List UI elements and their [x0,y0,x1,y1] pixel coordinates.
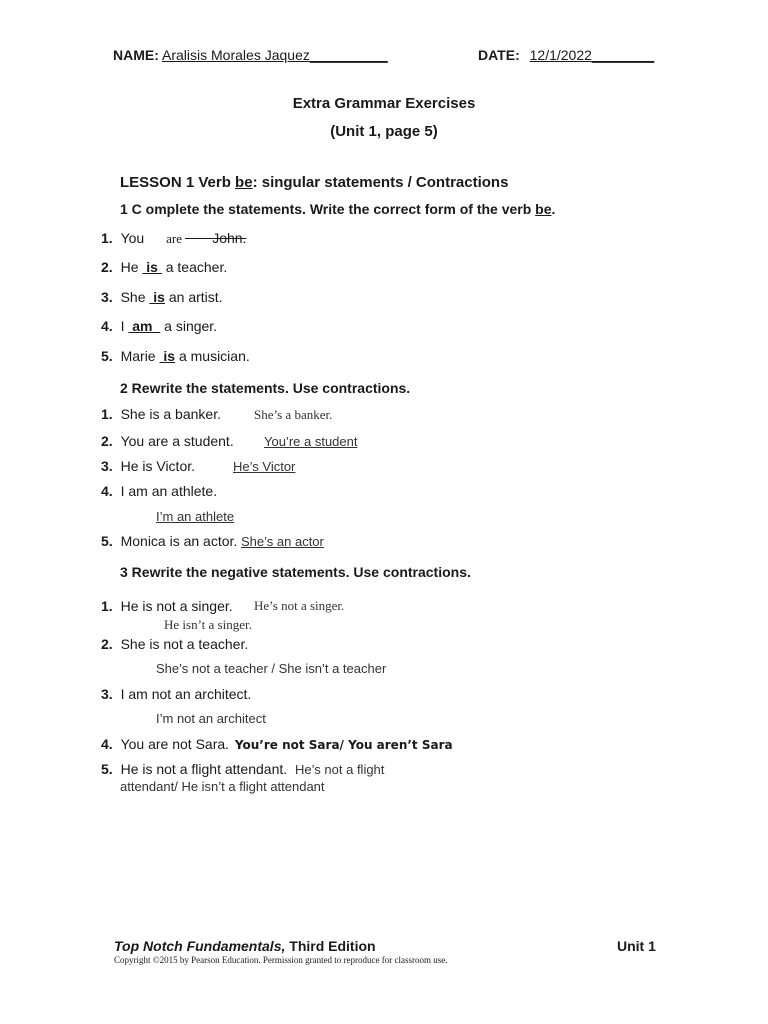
footer-book-title [114,938,376,954]
item-number: 2. [101,259,113,275]
item-text: I am not an architect. [120,686,252,702]
item-text: She is not a teacher. [120,636,249,652]
item-text: an artist. [164,289,223,305]
ex2-item-3 [101,458,195,474]
item-number: 1. [101,598,113,614]
ex1-heading [120,201,555,217]
ex3-answer-2: She’s not a teacher / She isn’t a teacher [156,661,387,676]
item-text: He is not a flight attendant. [120,761,288,777]
answer-text: am [128,318,161,334]
item-text: He [120,259,143,275]
ex1-item-2 [101,259,227,275]
ex3-item-2 [101,636,248,652]
item-number: 3. [101,686,113,702]
page-title: Extra Grammar Exercises [292,95,476,112]
ex2-heading: 2 Rewrite the statements. Use contractions. [120,380,411,396]
item-text: You are not Sara. [120,736,230,752]
answer-text: are [166,231,182,246]
item-text: a musician. [175,348,250,364]
item-text: He is Victor. [120,458,196,474]
item-text: He is not a singer. [120,598,233,614]
date-underline: ________ [591,47,655,63]
ex2-answer-3: He’s Victor [233,459,296,474]
item-number: 5. [101,533,113,549]
item-number: 3. [101,289,113,305]
item-number: 3. [101,458,113,474]
answer-text: He’s not a flight [295,762,385,777]
date-field [478,47,654,63]
book-edition: Third Edition [285,938,376,954]
answer-text: is [159,348,176,364]
ex2-item-5 [101,533,237,549]
ex1-item-1 [101,230,246,247]
item-number: 5. [101,761,113,777]
ex2-answer-5: She’s an actor [241,534,324,549]
item-text: You are a student. [120,433,234,449]
item-text: a teacher. [161,259,228,275]
item-text: I am an athlete. [120,483,218,499]
name-field [113,47,388,63]
ex3-answer-1b: He isn’t a singer. [164,617,252,632]
book-name: Top Notch Fundamentals, [114,938,286,954]
ex1-heading-dot: . [551,201,556,217]
ex1-item-5 [101,348,250,364]
ex2-answer-1: She’s a banker. [254,407,333,422]
item-text: Monica is an actor. [120,533,238,549]
lesson-prefix: LESSON 1 Verb [120,174,236,191]
answer-text: is [149,289,165,305]
answer-text: You’re not Sara/ You aren’t Sara [234,738,453,752]
lesson-suffix: : singular statements / Contractions [252,174,509,191]
item-number: 5. [101,348,113,364]
lesson-be: be [235,174,253,191]
item-text: Marie [120,348,160,364]
name-underline: __________ [309,47,388,63]
item-text: You [120,230,145,246]
item-number: 2. [101,433,113,449]
ex2-item-1 [101,406,221,422]
ex3-answer-3: I’m not an architect [156,711,266,726]
ex2-answer-4: I’m an athlete [156,509,235,524]
item-number: 4. [101,318,113,334]
ex3-item-4 [101,736,453,752]
item-number: 4. [101,736,113,752]
ex3-answer-5b: attendant/ He isn’t a flight attendant [120,779,325,794]
footer-unit: Unit 1 [617,938,656,954]
ex3-item-1 [101,598,233,614]
ex2-item-2 [101,433,234,449]
ex1-item-4 [101,318,217,334]
ex3-heading: 3 Rewrite the negative statements. Use contractions. [120,564,471,580]
name-label: NAME: [113,47,159,63]
ex2-answer-2: You’re a student [264,434,358,449]
ex2-item-4 [101,483,217,499]
page-subtitle: (Unit 1, page 5) [330,123,438,140]
item-text: I [120,318,129,334]
ex3-item-3 [101,686,251,702]
item-text: a singer. [160,318,218,334]
ex1-item-3 [101,289,223,305]
item-text-struck: John. [212,230,247,246]
item-number: 2. [101,636,113,652]
ex3-item-5 [101,761,384,777]
ex3-answer-1a: He’s not a singer. [254,598,345,613]
ex1-heading-text: 1 C omplete the statements. Write the correct form of the verb [120,201,536,217]
item-number: 4. [101,483,113,499]
name-value: Aralisis Morales Jaquez [162,47,310,63]
footer-copyright: Copyright ©2015 by Pearson Education. Permission granted to reproduce for classroom use. [114,955,448,965]
lesson-heading [120,174,508,191]
item-number: 1. [101,406,113,422]
item-text: She is a banker. [120,406,221,422]
date-value: 12/1/2022 [529,47,592,63]
date-label: DATE: [478,47,520,63]
item-number: 1. [101,230,113,246]
item-text: She [120,289,150,305]
ex1-heading-be: be [535,201,552,217]
answer-text: is [142,259,162,275]
